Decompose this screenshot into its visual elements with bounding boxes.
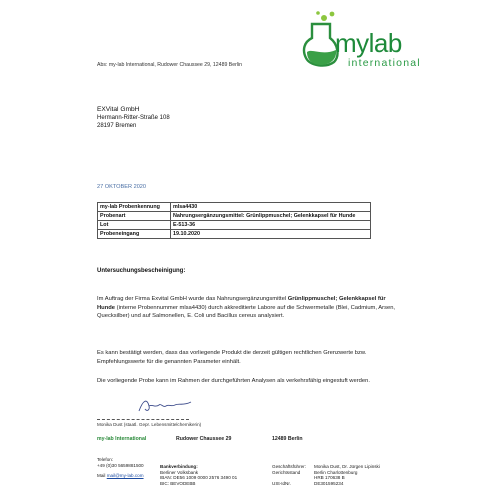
certificate-heading: Untersuchungsbescheinigung:: [97, 268, 186, 274]
product-name-bold: Grünlippmuschel; Gelenkkapsel für Hunde: [97, 296, 386, 311]
table-key: Lot: [98, 221, 171, 230]
sample-info-table: [97, 202, 371, 239]
table-row: [98, 221, 371, 230]
footer-vat-label: USt-IdNr.: [272, 480, 291, 486]
table-key: Probeneingang: [98, 230, 171, 239]
paragraph-analysis-post: (interne Probennummer mlsa4430) durch akkreditierte Labore auf die Schwermetalle (Blei, Cadmium, Arsen, Quecksilber) und auf Salmonellen, E. Coli und Bacillus cereus analysiert.: [97, 304, 396, 320]
table-key: Probenart: [98, 212, 171, 221]
footer-legal-values: [314, 464, 380, 486]
footer-bank-label: Bankverbindung:: [160, 464, 198, 469]
footer-court-label: Gerichtsstand: [272, 469, 301, 475]
footer-mail-row: [97, 473, 144, 479]
footer-iban: IBAN: DE56 1009 0000 2576 3490 01: [160, 475, 238, 481]
paragraph-marketability: Die vorliegende Probe kann im Rahmen der durchgeführten Analysen als verkehrsfähig eingestuft werden.: [97, 378, 370, 384]
footer-contact: [97, 457, 144, 479]
footer-hrb: HRB 170638 B: [314, 475, 345, 481]
sender-line: Abs: my-lab International, Rudower Chaussee 29, 12489 Berlin: [97, 62, 243, 68]
table-value: Nahrungsergänzungsmittel: Grünlippmuschel; Gelenkkapsel für Hunde: [171, 212, 371, 221]
footer-street: Rudower Chaussee 29: [176, 436, 232, 442]
footer-legal-labels: [272, 464, 306, 486]
table-value: E-513-36: [171, 221, 371, 230]
table-row: [98, 212, 371, 221]
table-value: 19.10.2020: [171, 230, 371, 239]
table-row: [98, 230, 371, 239]
footer-mgmt-value: Monika Dust, Dr. Jürgen Lipinski: [314, 464, 380, 469]
letter-date: 27 OKTOBER 2020: [97, 184, 147, 190]
recipient-street: Hermann-Ritter-Straße 108: [97, 115, 170, 121]
signature-line: [97, 419, 189, 420]
footer-mail-label: Mail: [97, 473, 106, 479]
recipient-city: 28197 Bremen: [97, 123, 137, 129]
paragraph-analysis-pre: Im Auftrag der Firma Exvital GmbH wurde das Nahrungsergänzungsmittel: [97, 296, 288, 302]
paragraph-confirmation: Es kann bestätigt werden, dass das vorliegende Produkt die derzeit gültigen rechtlichen Grenzwerte bzw. Empfehlungswerte für die genannten Parameter einhält.: [97, 350, 367, 365]
paragraph-analysis: [97, 295, 397, 321]
logo-subtitle: international: [348, 57, 421, 69]
recipient-name: EXVital GmbH: [97, 106, 140, 113]
table-row: [98, 203, 371, 212]
signatory-name: Monika Dust (staatl. Gepr. Lebensmittelchemikerin): [97, 422, 202, 427]
footer-city: 12489 Berlin: [272, 436, 303, 442]
logo-wordmark: mylab: [335, 28, 402, 58]
footer-bank: [160, 464, 237, 486]
footer-phone-label: Telefon:: [97, 457, 114, 462]
recipient-address: [97, 106, 170, 130]
handwritten-signature: [135, 396, 195, 416]
footer-mgmt-label: Geschäftsführer:: [272, 464, 306, 469]
footer-vat-value: DE301595234: [314, 480, 344, 486]
footer-mail-link[interactable]: mail@my-lab.com: [106, 473, 144, 479]
table-key: my-lab Probenkennung: [98, 203, 171, 212]
footer-phone: +49 (0)30 5659881500: [97, 462, 144, 468]
footer-bic: BIC: BEVODEBB: [160, 480, 196, 486]
footer-bank-name: Berliner Volksbank: [160, 469, 199, 475]
footer-court-value: Berlin Charlottenburg: [314, 469, 358, 475]
footer-company: my-lab International: [97, 436, 147, 442]
table-value: mlsa4430: [171, 203, 371, 212]
